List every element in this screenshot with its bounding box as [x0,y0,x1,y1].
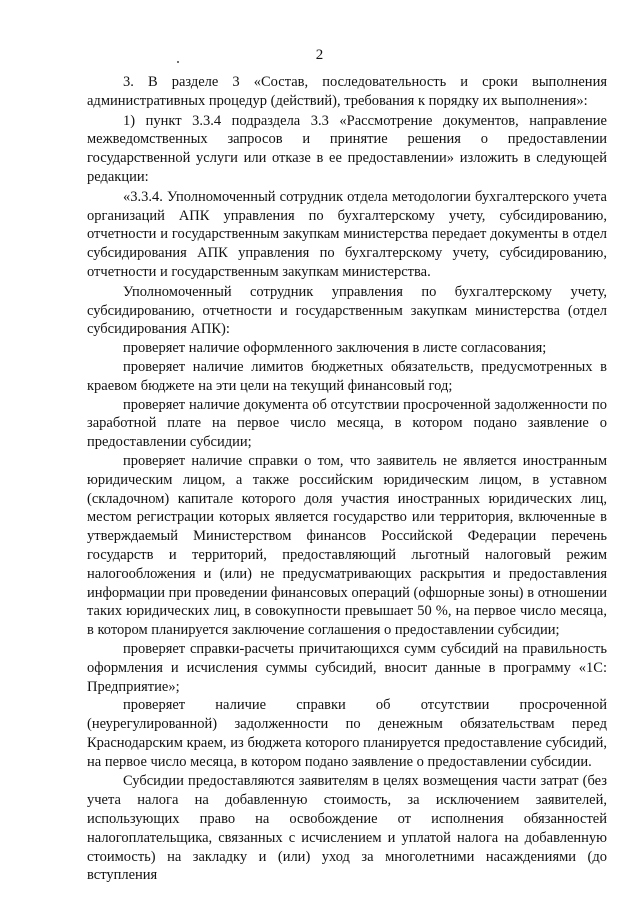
paragraph-item-1: 1) пункт 3.3.4 подраздела 3.3 «Рассмотрение документов, направление межведомственных запросов и принятие решения о предоставлении государственной услуги или отказе в ее предоставлении» изложить в следующей редакции: [87,112,607,185]
page-number: 2 [315,47,324,63]
paragraph-authorized-employee: Уполномоченный сотрудник управления по бухгалтерскому учету, субсидированию, отчетности и государственным закупкам министерства (отдел субсидирования АПК): [87,283,607,338]
paragraph-check-salary-debt: проверяет наличие документа об отсутствии просроченной задолженности по заработной плате на первое число месяца, в котором подано заявление о предоставлении субсидии; [87,396,607,451]
paragraph-section-3-intro: 3. В разделе 3 «Состав, последовательность и сроки выполнения административных процедур (действий), требования к порядку их выполнения»: [87,74,607,109]
document-body [87,73,607,885]
scan-speck [177,61,179,63]
paragraph-check-approval: проверяет наличие оформленного заключения в листе согласования; [123,340,547,357]
paragraph-check-overdue-debt: проверяет наличие справки об отсутствии просроченной (неурегулированной) задолженности по денежным обязательствам перед Краснодарским краем, из бюджета которого планируется предоставление субсидий, на первое число месяца, в котором подано заявление о предоставлении субсидии. [87,697,607,770]
paragraph-check-limits: проверяет наличие лимитов бюджетных обязательств, предусмотренных в краевом бюджете на эти цели на текущий финансовый год; [87,358,607,394]
paragraph-subsidies-purpose: Субсидии предоставляются заявителям в целях возмещения части затрат (без учета налога на добавленную стоимость, за исключением заявителей, использующих право на освобождение от исполнения обязанностей налогоплательщика, связанных с исчислением и уплатой налога на добавленную стоимость) на закладку и (или) уход за многолетними насаждениями (до вступления [87,773,607,884]
paragraph-check-foreign-entity: проверяет наличие справки о том, что заявитель не является иностранным юридическим лицом, а также российским юридическим лицом, в уставном (складочном) капитале которого доля участия иностранных юридических лиц, местом регистрации которых является государство или территория, включенные в утверждаемый Министерством финансов Российской Федерации перечень государств и территорий, предоставляющий льготный налоговый режим налогообложения и (или) не предусматривающих раскрытия и предоставления информации при проведении финансовых операций (офшорные зоны) в отношении таких юридических лиц, в совокупности превышает 50 %, на первое число месяца, в котором планируется заключение соглашения о предоставлении субсидии; [87,452,607,639]
paragraph-clause-3-3-4: «3.3.4. Уполномоченный сотрудник отдела методологии бухгалтерского учета организаций АПК управления по бухгалтерскому учету, субсидированию, отчетности и государственным закупкам министерства передает документы в отдел субсидирования АПК управления по бухгалтерскому учету, субсидированию, отчетности и государственным закупкам министерства. [87,188,607,280]
paragraph-check-calculations: проверяет справки-расчеты причитающихся сумм субсидий на правильность оформления и исчисления суммы субсидий, вносит данные в программу «1С: Предприятие»; [87,640,607,695]
